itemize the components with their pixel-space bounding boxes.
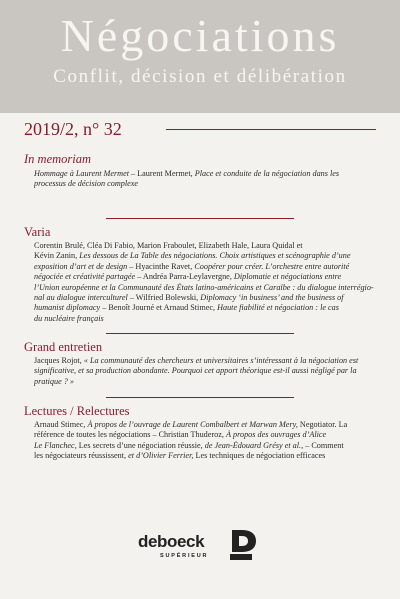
text-segment: Le Flanchec,: [34, 440, 77, 450]
text-line: [34, 420, 376, 430]
cover-header: [0, 0, 400, 113]
text-segment: Kévin Zanin,: [34, 251, 80, 261]
text-segment: de Jean-Édouard Grésy et al.,: [204, 440, 304, 450]
text-line: [34, 366, 376, 376]
text-segment: et d’Olivier Ferrier,: [128, 451, 194, 461]
deboeck-logo-mark-icon: [230, 530, 258, 560]
section-body-varia: [34, 241, 376, 324]
text-segment: pratique ? »: [34, 376, 75, 386]
text-line: [34, 169, 376, 179]
text-segment: nal au dialogue interculturel: [34, 293, 128, 303]
section-divider: [106, 218, 294, 219]
text-line: [34, 293, 376, 303]
issue-divider: [166, 129, 376, 130]
text-segment: du nucléaire français: [34, 313, 104, 323]
text-segment: Les secrets d’une négociation réussie,: [76, 440, 205, 450]
text-segment: – Laurent Mermet,: [128, 169, 195, 178]
text-segment: humanist diplomacy: [34, 303, 101, 313]
text-segment: Hommage à Laurent Mermet: [34, 169, 129, 178]
text-segment: – Hyacinthe Ravet,: [127, 261, 195, 271]
section-body-lectures: [34, 420, 376, 462]
text-line: [34, 251, 376, 261]
text-line: [34, 303, 376, 313]
text-segment: Diplomatie et négociations entre: [233, 272, 342, 282]
text-line: [34, 241, 376, 251]
text-segment: significative, et sa production abondante. Pourquoi cet apport théorique est-il aussi négligé par la: [34, 366, 357, 376]
text-line: [34, 430, 376, 440]
text-segment: À propos des ouvrages d’Alice: [225, 430, 327, 440]
publisher-logo: [138, 527, 262, 567]
text-segment: Haute fiabilité et négociation : le cas: [217, 303, 339, 313]
text-segment: – Wilfried Bolewski,: [127, 293, 201, 303]
issue-number: 2019/2, n° 32: [24, 119, 122, 139]
text-segment: Les techniques de négociation efficaces: [193, 451, 326, 461]
text-segment: Les dessous de La Table des négociations. Choix artistiques et scénographie d’une: [79, 251, 351, 261]
text-line: [34, 179, 376, 189]
text-segment: l’Union européenne et la Communauté des États latino-américains et Caraïbe : du dialogue interrégio-: [34, 282, 374, 292]
section-body-entretien: [34, 356, 376, 387]
text-segment: « La communauté des chercheurs et universitaires s’intéressant à la négociation est: [83, 356, 359, 365]
text-line: [34, 314, 376, 324]
text-line: [34, 451, 376, 461]
publisher-name: deboeck: [138, 532, 205, 551]
section-body-memoriam: [34, 169, 376, 190]
text-segment: À propos de l’ouvrage de Laurent Combalbert et Marwan Mery,: [87, 420, 298, 429]
text-segment: Negotiator. La: [297, 420, 348, 429]
journal-title: Négociations: [60, 10, 340, 61]
journal-subtitle: Conflit, décision et délibération: [53, 66, 347, 87]
publisher-subtitle: SUPÉRIEUR: [160, 553, 209, 559]
text-segment: – Comment: [303, 440, 344, 450]
section-divider: [106, 333, 294, 334]
text-segment: exposition d’art et de design: [34, 261, 128, 271]
text-line: [34, 272, 376, 282]
text-line: [34, 356, 376, 366]
section-title-lectures: Lectures / Relectures: [24, 404, 130, 418]
text-segment: Jacques Rojot,: [34, 356, 84, 365]
text-segment: négociée et créativité partagée: [34, 272, 136, 282]
text-segment: – Benoît Journé et Arnaud Stimec,: [100, 303, 218, 313]
text-segment: les négociateurs réussissent,: [34, 451, 129, 461]
text-segment: processus de décision complexe: [34, 179, 139, 189]
text-segment: Diplomacy ‘in business’ and the business of: [200, 293, 344, 303]
text-line: [34, 283, 376, 293]
text-segment: – Andréa Parra-Leylavergne,: [135, 272, 234, 282]
section-divider: [106, 397, 294, 398]
section-title-varia: Varia: [24, 225, 51, 239]
text-segment: référence de toutes les négociations – Christian Thuderoz,: [34, 430, 226, 440]
section-title-memoriam: In memoriam: [24, 152, 92, 166]
text-segment: Coopérer pour créer. L’orchestre entre autorité: [194, 261, 350, 271]
text-segment: Place et conduite de la négociation dans les: [194, 169, 340, 178]
text-segment: Corentin Brulé, Cléa Di Fabio, Marion Fraboulet, Elizabeth Hale, Laura Quidal et: [34, 241, 303, 250]
section-title-entretien: Grand entretien: [24, 340, 103, 354]
text-line: [34, 262, 376, 272]
text-segment: Arnaud Stimec,: [34, 420, 88, 429]
text-line: [34, 441, 376, 451]
text-line: [34, 377, 376, 387]
